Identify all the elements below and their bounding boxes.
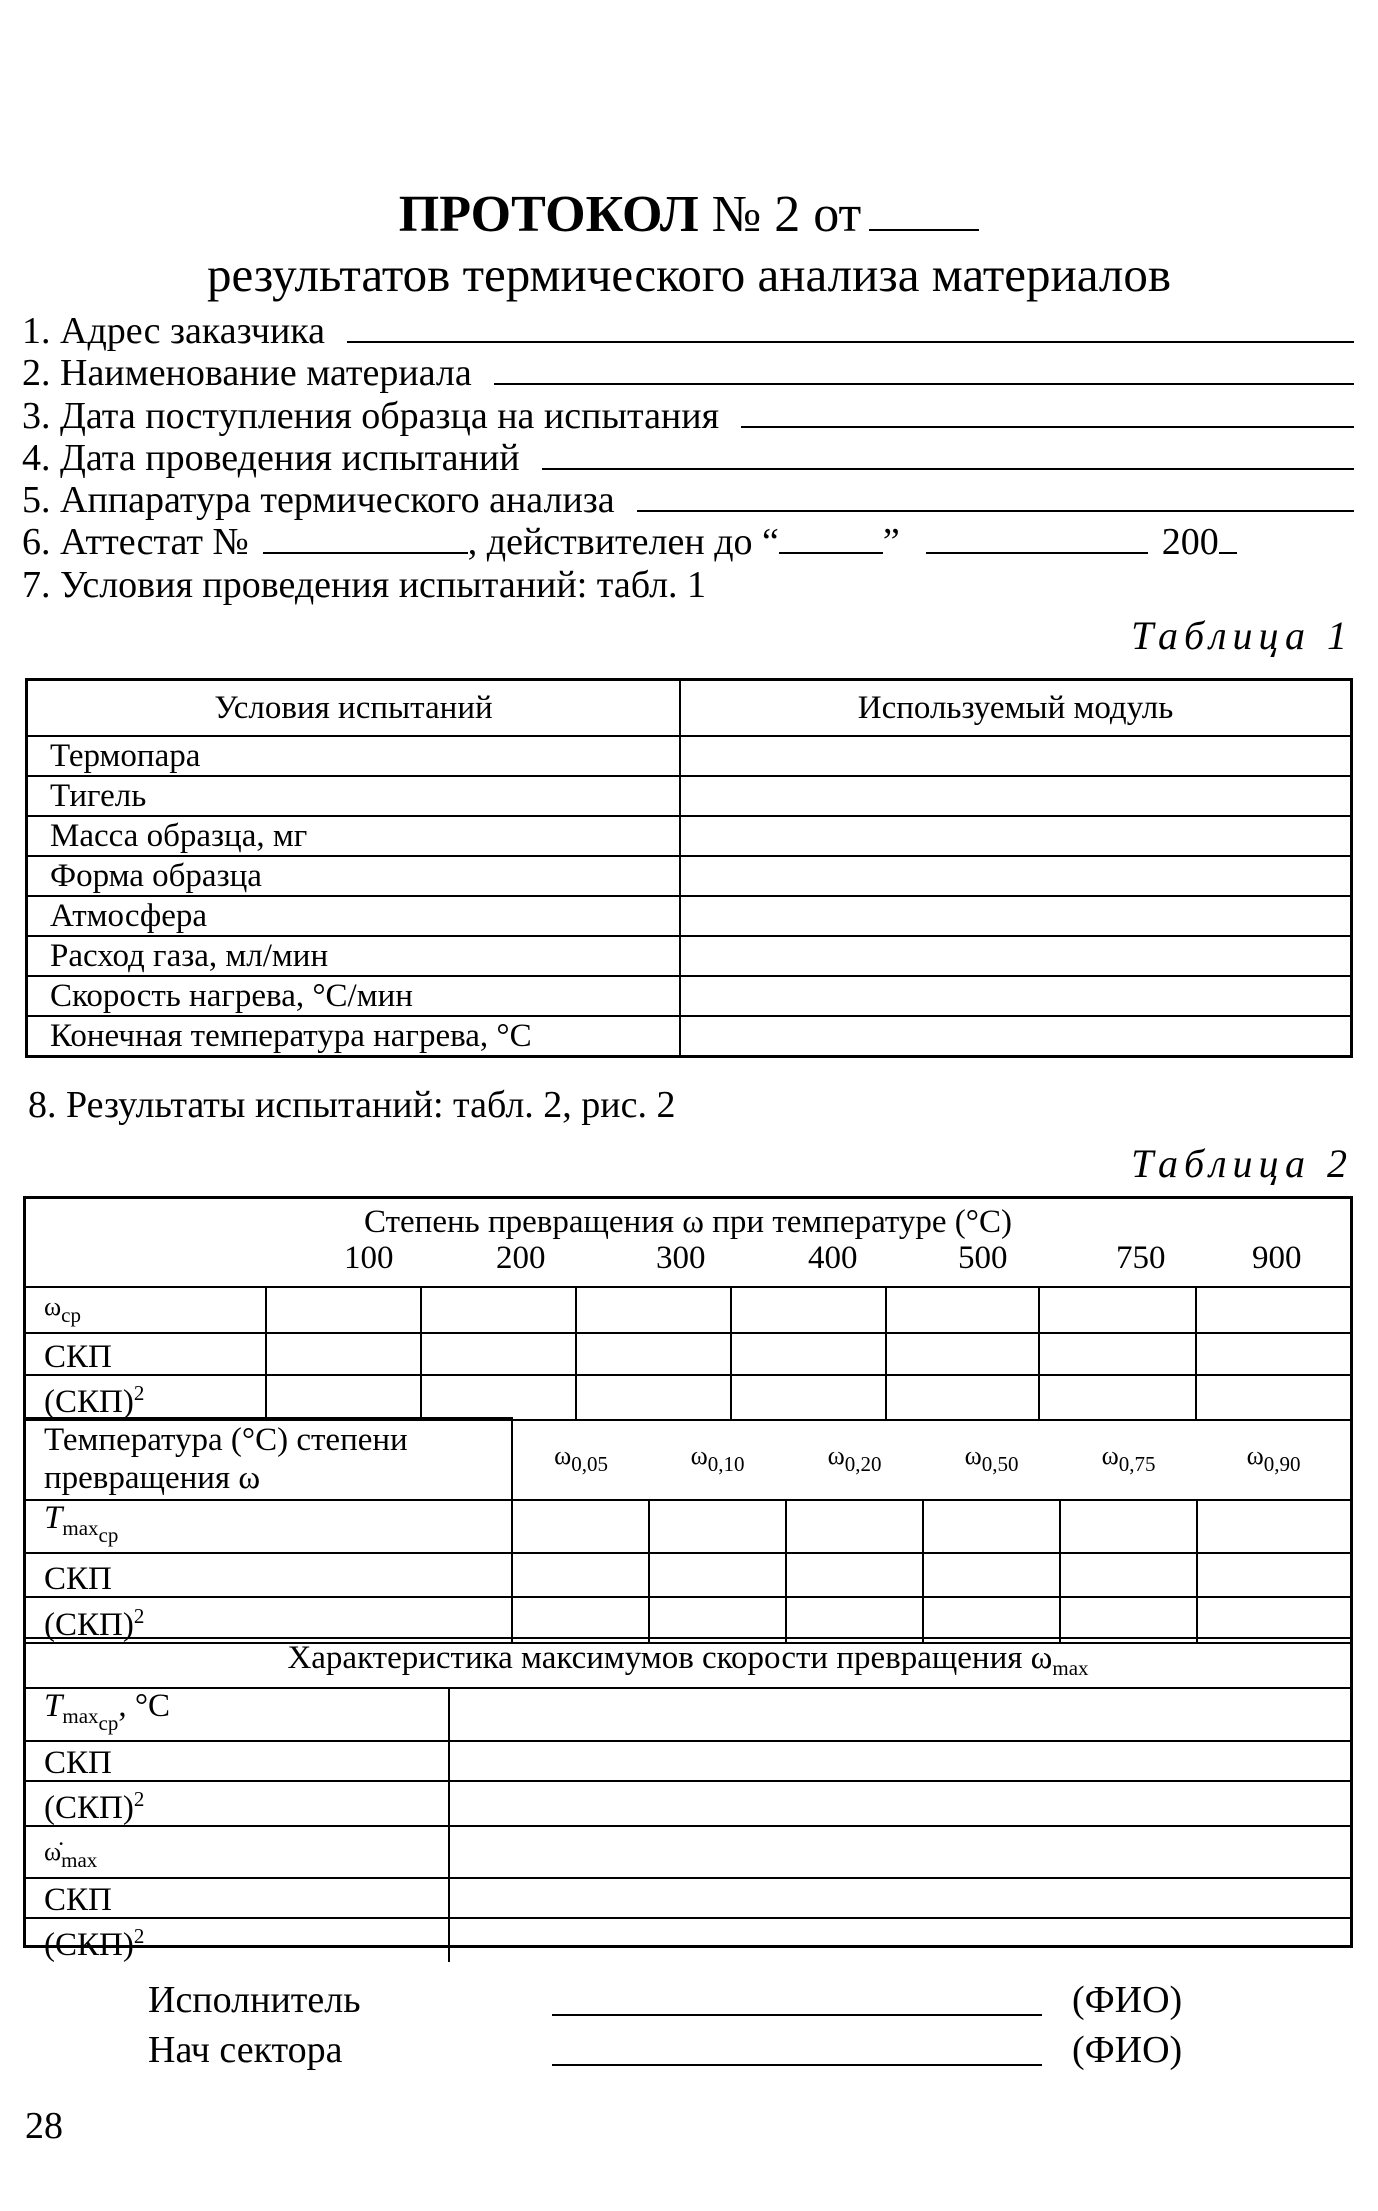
field-label: 4. Дата проведения испытаний	[22, 436, 520, 479]
form-fields	[22, 310, 1354, 606]
table-row	[26, 1826, 1350, 1878]
value-cell[interactable]	[680, 856, 1352, 896]
row-label-skp-squared: (СКП)$^2$	[26, 1597, 512, 1643]
row-label-tmax-cp: $T_{maxср}$, °С	[26, 1688, 449, 1741]
value-cell[interactable]	[731, 1287, 886, 1333]
field-test-date	[22, 437, 1354, 479]
temperature-header-row	[26, 1418, 1350, 1500]
row-label: Тигель	[27, 776, 681, 816]
page-subtitle: результатов термического анализа материалов	[206, 247, 1172, 302]
value-cell[interactable]	[1060, 1500, 1197, 1553]
row-label: Расход газа, мл/мин	[27, 936, 681, 976]
value-cell[interactable]	[576, 1333, 731, 1375]
temp-label: 400	[808, 1240, 858, 1276]
omega-fraction-label: $\omega_{0,90}$	[1246, 1440, 1301, 1476]
certificate-year: 200	[1161, 521, 1219, 564]
omega-fraction-label: $\omega_{0,05}$	[554, 1440, 608, 1476]
row-label-skp: СКП	[26, 1553, 512, 1597]
row-label-skp-squared: (СКП)$^2$	[26, 1918, 449, 1962]
table-row	[26, 1918, 1350, 1962]
table-header-row	[27, 680, 1352, 737]
value-cell[interactable]	[786, 1500, 923, 1553]
results-line: 8. Результаты испытаний: табл. 2, рис. 2	[28, 1084, 676, 1126]
omega-fraction-label: $\omega_{0,10}$	[690, 1440, 745, 1476]
value-cell[interactable]	[449, 1741, 1350, 1781]
field-label: 5. Аппаратура термического анализа	[22, 479, 615, 522]
temp-label: 200	[496, 1240, 546, 1276]
value-cell[interactable]	[680, 896, 1352, 936]
value-cell[interactable]	[680, 816, 1352, 856]
temp-label: 750	[1116, 1240, 1166, 1276]
row-label: Масса образца, мг	[27, 816, 681, 856]
value-cell[interactable]	[512, 1500, 649, 1553]
value-cell[interactable]	[680, 776, 1352, 816]
table-row	[27, 776, 1352, 816]
value-cell[interactable]	[1196, 1287, 1350, 1333]
table-row	[26, 1688, 1350, 1741]
field-certificate	[22, 521, 1354, 563]
value-cell[interactable]	[786, 1553, 923, 1597]
omega-fraction-label: $\omega_{0,50}$	[964, 1440, 1019, 1476]
table-row	[26, 1500, 1350, 1553]
temperature-labels	[26, 1241, 1350, 1277]
value-cell[interactable]	[1039, 1287, 1196, 1333]
field-label: 3. Дата поступления образца на испытания	[22, 394, 720, 437]
field-customer-address	[22, 310, 1354, 352]
certificate-quote-close: ”	[882, 521, 900, 564]
table-row	[26, 1878, 1350, 1918]
conversion-section	[26, 1199, 1350, 1421]
certificate-label: 6. Аттестат №	[22, 521, 249, 564]
value-cell[interactable]	[923, 1553, 1060, 1597]
executor-signature-blank[interactable]	[552, 1978, 1042, 2016]
value-cell[interactable]	[576, 1287, 731, 1333]
column-header-module: Используемый модуль	[680, 680, 1352, 737]
table-row	[27, 816, 1352, 856]
row-label: Форма образца	[27, 856, 681, 896]
table-row	[26, 1333, 1350, 1375]
value-cell[interactable]	[449, 1918, 1350, 1962]
certificate-day-blank[interactable]	[779, 524, 883, 554]
row-label-omega-dot-max: $\omegȧ_{max}$	[26, 1826, 449, 1878]
value-cell[interactable]	[449, 1688, 1350, 1741]
conversion-header-row	[26, 1199, 1350, 1287]
head-label: Нач сектора	[148, 2029, 343, 2071]
table-row	[26, 1781, 1350, 1826]
executor-fio-label: (ФИО)	[1072, 1979, 1183, 2021]
table-row	[26, 1287, 1350, 1333]
value-cell[interactable]	[680, 976, 1352, 1016]
table-row	[26, 1553, 1350, 1597]
field-blank[interactable]	[494, 355, 1354, 385]
row-label: Конечная температура нагрева, °С	[27, 1016, 681, 1057]
title-date-blank[interactable]	[869, 185, 979, 231]
value-cell[interactable]	[449, 1878, 1350, 1918]
table-row	[27, 736, 1352, 776]
value-cell[interactable]	[886, 1333, 1039, 1375]
row-label-skp-squared: (СКП)$^2$	[26, 1375, 266, 1420]
field-sample-receipt-date	[22, 395, 1354, 437]
value-cell[interactable]	[731, 1333, 886, 1375]
max-rate-title: Характеристика максимумов скорости превращения $\omega_{max}$	[26, 1638, 1350, 1688]
table-row	[27, 856, 1352, 896]
row-label: Атмосфера	[27, 896, 681, 936]
value-cell[interactable]	[1197, 1500, 1350, 1553]
row-label: Скорость нагрева, °С/мин	[27, 976, 681, 1016]
page-title	[0, 185, 1378, 245]
field-label: 7. Условия проведения испытаний: табл. 1	[22, 563, 707, 606]
column-header-conditions: Условия испытаний	[27, 680, 681, 737]
table-row	[26, 1741, 1350, 1781]
value-cell[interactable]	[1196, 1375, 1350, 1420]
value-cell[interactable]	[576, 1375, 731, 1420]
value-cell[interactable]	[731, 1375, 886, 1420]
value-cell[interactable]	[680, 936, 1352, 976]
certificate-valid-label: , действителен до “	[467, 521, 779, 564]
max-rate-section	[26, 1637, 1350, 1962]
certificate-year-blank[interactable]	[1219, 524, 1237, 554]
row-label: Термопара	[27, 736, 681, 776]
executor-label: Исполнитель	[148, 1979, 361, 2021]
table-row	[27, 936, 1352, 976]
conversion-header-title: Степень превращения ω при температуре (°С)	[364, 1204, 1012, 1240]
temp-label: 500	[958, 1240, 1008, 1276]
temp-label: 100	[344, 1240, 394, 1276]
value-cell[interactable]	[680, 736, 1352, 776]
page-number: 28	[25, 2105, 63, 2147]
value-cell[interactable]	[1039, 1375, 1196, 1420]
row-label-skp-squared: (СКП)$^2$	[26, 1781, 449, 1826]
value-cell[interactable]	[1060, 1553, 1197, 1597]
conversion-header	[26, 1199, 1350, 1287]
certificate-month-blank[interactable]	[926, 524, 1148, 554]
row-label-skp: СКП	[26, 1333, 266, 1375]
temperature-section	[26, 1417, 1350, 1644]
value-cell[interactable]	[421, 1375, 576, 1420]
omega-fraction-label: $\omega_{0,20}$	[827, 1440, 882, 1476]
row-label-skp: СКП	[26, 1878, 449, 1918]
results-table	[23, 1196, 1353, 1963]
value-cell[interactable]	[649, 1553, 786, 1597]
value-cell[interactable]	[886, 1375, 1039, 1420]
value-cell[interactable]	[449, 1781, 1350, 1826]
title-protocol: ПРОТОКОЛ	[398, 186, 699, 243]
max-rate-header-row	[26, 1638, 1350, 1688]
value-cell[interactable]	[649, 1500, 786, 1553]
value-cell[interactable]	[680, 1016, 1352, 1057]
value-cell[interactable]	[1197, 1553, 1350, 1597]
value-cell[interactable]	[1196, 1333, 1350, 1375]
table-row	[27, 896, 1352, 936]
value-cell[interactable]	[421, 1333, 576, 1375]
field-label: 2. Наименование материала	[22, 352, 472, 395]
title-number: № 2 от	[711, 186, 862, 243]
value-cell[interactable]	[266, 1375, 421, 1420]
value-cell[interactable]	[421, 1287, 576, 1333]
omega-fraction-label: $\omega_{0,75}$	[1101, 1440, 1156, 1476]
field-label: 1. Адрес заказчика	[22, 310, 326, 352]
table-row	[27, 1016, 1352, 1057]
field-apparatus	[22, 479, 1354, 521]
head-fio-label: (ФИО)	[1072, 2029, 1183, 2071]
field-material-name	[22, 352, 1354, 394]
value-cell[interactable]	[1039, 1333, 1196, 1375]
row-label-skp: СКП	[26, 1741, 449, 1781]
row-label-tmax-cp: $T_{maxср}$	[26, 1500, 512, 1553]
table2-caption: Таблица 2	[1131, 1141, 1353, 1186]
certificate-number-blank[interactable]	[263, 524, 468, 554]
value-cell[interactable]	[266, 1333, 421, 1375]
field-blank[interactable]	[542, 440, 1354, 470]
field-blank[interactable]	[347, 313, 1354, 343]
table-row	[27, 976, 1352, 1016]
field-test-conditions	[22, 564, 1354, 606]
value-cell[interactable]	[512, 1553, 649, 1597]
head-signature-blank[interactable]	[552, 2028, 1042, 2066]
table-row	[26, 1375, 1350, 1420]
field-blank[interactable]	[637, 482, 1354, 512]
table1-caption: Таблица 1	[1131, 613, 1353, 658]
row-label-omega-cp: $\omega_{ср}$	[26, 1287, 266, 1333]
temperature-label: Температура (°С) степени превращения ω	[26, 1418, 512, 1500]
test-conditions-table	[25, 678, 1353, 1058]
value-cell[interactable]	[886, 1287, 1039, 1333]
field-blank[interactable]	[741, 398, 1354, 428]
value-cell[interactable]	[266, 1287, 421, 1333]
value-cell[interactable]	[449, 1826, 1350, 1878]
temp-label: 300	[656, 1240, 706, 1276]
temp-label: 900	[1252, 1240, 1302, 1276]
value-cell[interactable]	[923, 1500, 1060, 1553]
